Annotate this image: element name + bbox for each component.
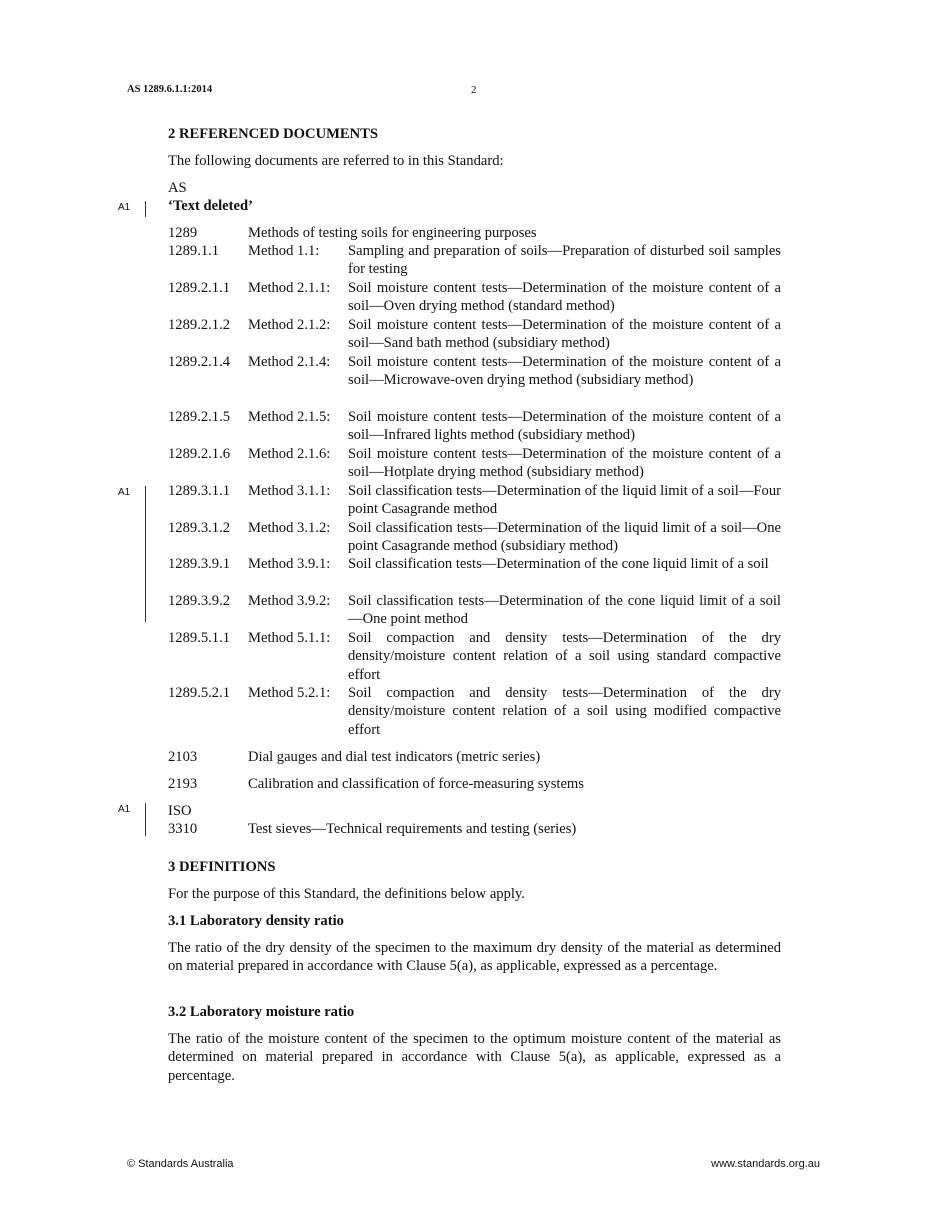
reference-number: 2193 — [168, 776, 198, 792]
amendment-bar — [145, 486, 146, 622]
definition-heading: 3.2 Laboratory moisture ratio — [168, 1004, 355, 1020]
document-code: AS 1289.6.1.1:2014 — [127, 84, 213, 95]
reference-number: 3310 — [168, 821, 198, 837]
as-label: AS — [168, 180, 187, 196]
reference-description: Soil moisture content tests—Determination of the moisture content of a soil—Infrared lights method (subsidiary method) — [348, 409, 781, 444]
reference-method: Method 3.9.1: — [248, 556, 331, 572]
reference-description: Sampling and preparation of soils—Preparation of disturbed soil samples for testing — [348, 243, 781, 278]
reference-method: Method 2.1.2: — [248, 317, 331, 333]
reference-description: Soil classification tests—Determination of the liquid limit of a soil—One point Casagrande method (subsidiary method) — [348, 520, 781, 555]
reference-number: 1289.3.1.2 — [168, 520, 231, 536]
amendment-bar — [145, 803, 146, 836]
section-heading: 3 DEFINITIONS — [168, 859, 276, 875]
text-deleted: ‘Text deleted’ — [168, 198, 253, 214]
reference-method: Method 2.1.5: — [248, 409, 331, 425]
definition-heading: 3.1 Laboratory density ratio — [168, 913, 344, 929]
reference-number: 1289.5.1.1 — [168, 630, 231, 646]
reference-number: 1289.5.2.1 — [168, 685, 231, 701]
reference-description: Soil compaction and density tests—Determination of the dry density/moisture content relation of a soil using standard compactive effort — [348, 630, 781, 683]
definition-text: The ratio of the dry density of the specimen to the maximum dry density of the material as determined on material prepared in accordance with Clause 5(a), as applicable, expressed as a percentage. — [168, 940, 781, 975]
page-number: 2 — [471, 84, 477, 96]
reference-method: Method 2.1.4: — [248, 354, 331, 370]
footer-website: www.standards.org.au — [711, 1158, 820, 1170]
amendment-mark: A1 — [118, 202, 131, 213]
reference-number: 1289 — [168, 225, 198, 241]
reference-method: Method 1.1: — [248, 243, 320, 259]
reference-description: Soil classification tests—Determination of the cone liquid limit of a soil — [348, 556, 769, 572]
footer-copyright: © Standards Australia — [127, 1158, 234, 1170]
reference-number: 1289.3.9.1 — [168, 556, 231, 572]
reference-method: Method 2.1.6: — [248, 446, 331, 462]
reference-method: Method 3.1.2: — [248, 520, 331, 536]
reference-number: 1289.2.1.1 — [168, 280, 231, 296]
iso-label: ISO — [168, 803, 192, 819]
reference-method: Method 3.9.2: — [248, 593, 331, 609]
reference-number: 1289.2.1.6 — [168, 446, 231, 462]
reference-number: 1289.1.1 — [168, 243, 220, 259]
reference-number: 1289.2.1.5 — [168, 409, 231, 425]
reference-number: 1289.3.9.2 — [168, 593, 231, 609]
section-intro: For the purpose of this Standard, the definitions below apply. — [168, 886, 525, 902]
section-intro: The following documents are referred to in this Standard: — [168, 153, 504, 169]
reference-description: Soil moisture content tests—Determination of the moisture content of a soil—Hotplate drying method (subsidiary method) — [348, 446, 781, 481]
reference-number: 1289.2.1.4 — [168, 354, 231, 370]
reference-title: Dial gauges and dial test indicators (metric series) — [248, 749, 541, 765]
reference-number: 2103 — [168, 749, 198, 765]
reference-description: Soil moisture content tests—Determination of the moisture content of a soil—Microwave-oven drying method (subsidiary method) — [348, 354, 781, 389]
reference-description: Soil moisture content tests—Determination of the moisture content of a soil—Sand bath method (subsidiary method) — [348, 317, 781, 352]
amendment-mark: A1 — [118, 804, 131, 815]
definition-text: The ratio of the moisture content of the specimen to the optimum moisture content of the material as determined on material prepared in accordance with Clause 5(a), as applicable, expressed as a percentage. — [168, 1031, 781, 1084]
reference-number: 1289.2.1.2 — [168, 317, 231, 333]
reference-title: Methods of testing soils for engineering purposes — [248, 225, 537, 241]
reference-method: Method 5.2.1: — [248, 685, 331, 701]
section-heading: 2 REFERENCED DOCUMENTS — [168, 126, 379, 142]
reference-description: Soil moisture content tests—Determination of the moisture content of a soil—Oven drying method (standard method) — [348, 280, 781, 315]
reference-title: Test sieves—Technical requirements and testing (series) — [248, 821, 577, 837]
reference-number: 1289.3.1.1 — [168, 483, 231, 499]
amendment-mark: A1 — [118, 487, 131, 498]
amendment-bar — [145, 201, 146, 217]
reference-description: Soil compaction and density tests—Determination of the dry density/moisture content relation of a soil using modified compactive effort — [348, 685, 781, 738]
reference-description: Soil classification tests—Determination of the cone liquid limit of a soil—One point method — [348, 593, 781, 628]
reference-title: Calibration and classification of force-measuring systems — [248, 776, 584, 792]
reference-method: Method 5.1.1: — [248, 630, 331, 646]
reference-description: Soil classification tests—Determination of the liquid limit of a soil—Four point Casagrande method — [348, 483, 781, 518]
reference-method: Method 2.1.1: — [248, 280, 331, 296]
reference-method: Method 3.1.1: — [248, 483, 331, 499]
